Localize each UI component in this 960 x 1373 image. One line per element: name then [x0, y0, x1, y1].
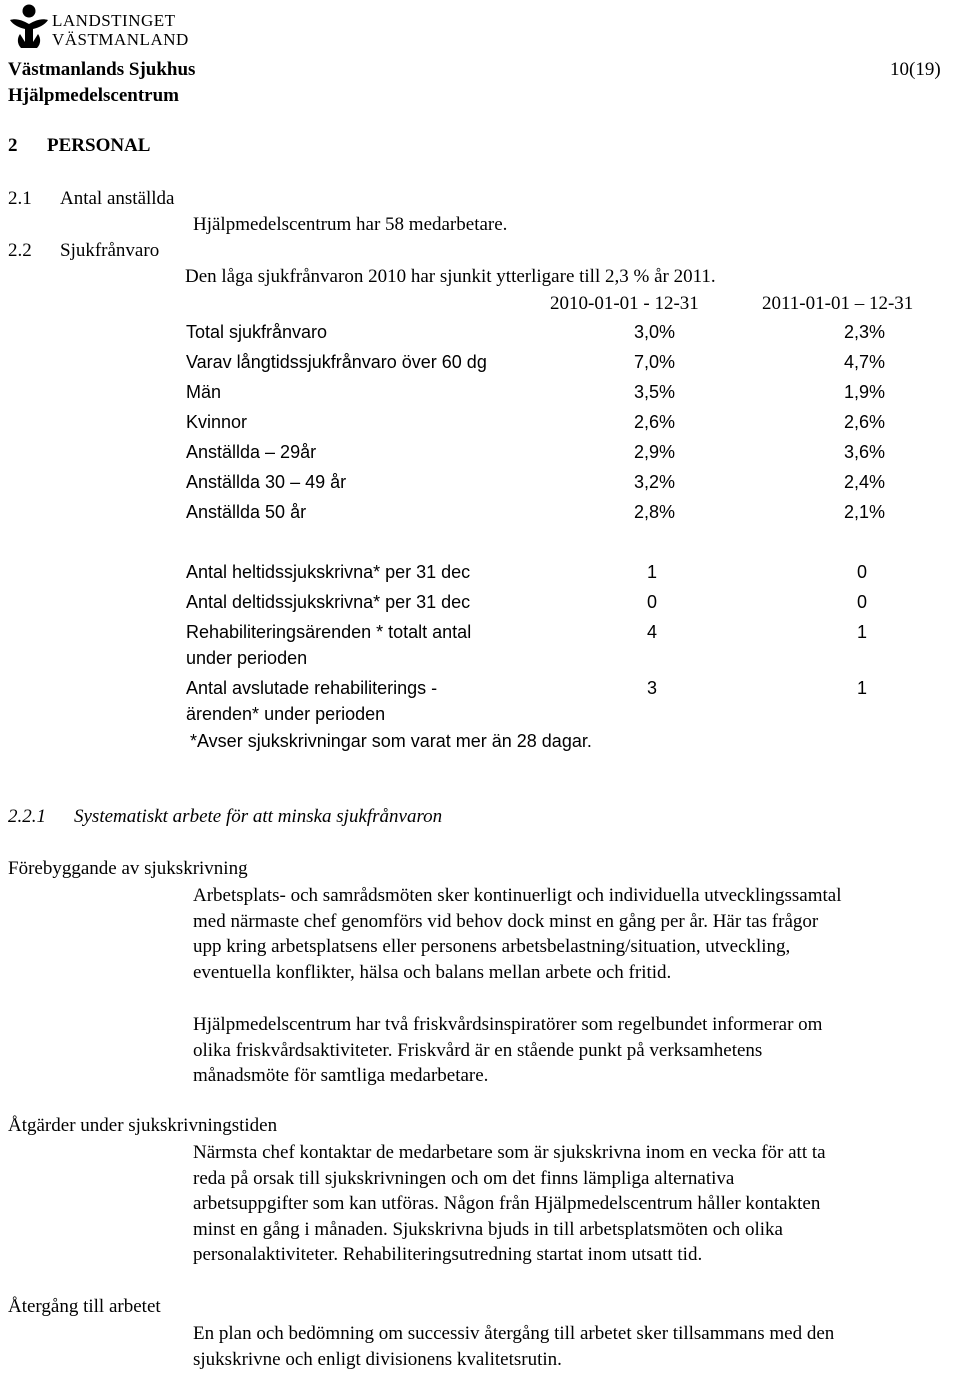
- unit-name: Hjälpmedelscentrum: [8, 85, 179, 106]
- table-cell-2010: 3,2%: [633, 472, 675, 492]
- table-cell-2010: 2,8%: [633, 502, 675, 522]
- count-cell-2011: 0: [857, 592, 868, 612]
- count-row-label-cont: under perioden: [186, 648, 308, 668]
- count-row-label-cont: ärenden* under perioden: [186, 704, 386, 724]
- sub3-title: Systematiskt arbete för att minska sjukfrånvaron: [74, 806, 443, 827]
- paragraph-line: personalaktiviteter. Rehabiliteringsutredning startat inom utsatt tid.: [193, 1244, 703, 1265]
- prevention-paragraph-1: [193, 883, 842, 985]
- section-title: PERSONAL: [47, 135, 151, 156]
- logo-line2: VÄSTMANLAND: [52, 30, 189, 49]
- measures-paragraph: [193, 1140, 826, 1268]
- table-cell-2011: 2,3%: [843, 322, 885, 342]
- table-row-label: Anställda – 29år: [186, 442, 317, 462]
- count-cell-2010: 4: [647, 622, 658, 642]
- table-cell-2010: 2,9%: [633, 442, 675, 462]
- paragraph-line: arbetsuppgifter som kan utföras. Någon från Hjälpmedelscentrum håller kontakten: [193, 1193, 821, 1214]
- paragraph-line: månadsmöte för samtliga medarbetare.: [193, 1065, 489, 1086]
- table-cell-2011: 2,1%: [843, 502, 885, 522]
- paragraph-line: olika friskvårdsaktiviteter. Friskvård är en stående punkt på verksamhetens: [193, 1039, 763, 1061]
- page-number: 10(19): [890, 59, 941, 80]
- table-row-label: Varav långtidssjukfrånvaro över 60 dg: [186, 352, 487, 372]
- count-cell-2011: 1: [857, 678, 868, 698]
- table-cell-2011: 2,6%: [843, 412, 885, 432]
- table-cell-2010: 3,0%: [633, 322, 675, 342]
- table-cell-2010: 3,5%: [633, 382, 675, 402]
- count-cell-2011: 0: [857, 562, 868, 582]
- count-row-label: Rehabiliteringsärenden * totalt antal: [186, 622, 472, 642]
- table-cell-2011: 3,6%: [843, 442, 885, 462]
- sub1-number: 2.1: [8, 188, 32, 209]
- table-cell-2011: 2,4%: [843, 472, 885, 492]
- paragraph-line: En plan och bedömning om successiv återgång till arbetet sker tillsammans med den: [193, 1323, 835, 1344]
- sub3-number: 2.2.1: [8, 806, 46, 827]
- table-cell-2010: 2,6%: [633, 412, 675, 432]
- count-row-label: Antal deltidssjukskrivna* per 31 dec: [186, 592, 471, 612]
- table-cell-2011: 1,9%: [843, 382, 885, 402]
- table-row-label: Män: [186, 382, 222, 402]
- count-footnote: *Avser sjukskrivningar som varat mer än 28 dagar.: [190, 731, 592, 751]
- table-header-2010: 2010-01-01 - 12-31: [550, 293, 699, 314]
- table-header-2011: 2011-01-01 – 12-31: [762, 293, 914, 314]
- return-heading: Återgång till arbetet: [8, 1296, 161, 1317]
- paragraph-line: reda på orsak till sjukskrivningen och om det finns lämpliga alternativa: [193, 1167, 735, 1189]
- logo-line1: LANDSTINGET: [52, 11, 176, 30]
- count-row-label: Antal avslutade rehabiliterings -: [186, 678, 438, 698]
- sub2-number: 2.2: [8, 240, 32, 261]
- table-cell-2010: 7,0%: [633, 352, 675, 372]
- paragraph-line: Närmsta chef kontaktar de medarbetare som är sjukskrivna inom en vecka för att ta: [193, 1142, 826, 1163]
- landstinget-logo: [8, 4, 189, 50]
- count-cell-2010: 1: [647, 562, 658, 582]
- paragraph-line: med närmaste chef genomförs vid behov dock minst en gång per år. Här tas frågor: [193, 910, 819, 932]
- prevention-paragraph-2: [193, 1012, 822, 1089]
- paragraph-line: minst en gång i månaden. Sjukskrivna bjuds in till arbetsplatsmöten och olika: [193, 1218, 783, 1240]
- section-number: 2: [8, 135, 18, 156]
- table-cell-2011: 4,7%: [843, 352, 885, 372]
- count-row-label: Antal heltidssjukskrivna* per 31 dec: [186, 562, 471, 582]
- sub2-title: Sjukfrånvaro: [60, 240, 160, 261]
- person-emblem-icon: [8, 4, 50, 50]
- count-cell-2011: 1: [857, 622, 868, 642]
- sub2-text: Den låga sjukfrånvaron 2010 har sjunkit ytterligare till 2,3 % år 2011.: [185, 266, 716, 287]
- paragraph-line: eventuella konflikter, hälsa och balans mellan arbete och fritid.: [193, 961, 672, 983]
- table-row-label: Anställda 50 år: [186, 502, 307, 522]
- paragraph-line: sjukskrivne och enligt divisionens kvalitetsrutin.: [193, 1348, 562, 1370]
- table-row-label: Kvinnor: [186, 412, 248, 432]
- sub1-title: Antal anställda: [60, 188, 175, 209]
- table-row-label: Anställda 30 – 49 år: [186, 472, 347, 492]
- count-cell-2010: 0: [647, 592, 658, 612]
- table-row-label: Total sjukfrånvaro: [186, 322, 328, 342]
- measures-heading: Åtgärder under sjukskrivningstiden: [8, 1115, 278, 1136]
- org-name: Västmanlands Sjukhus: [8, 59, 196, 80]
- count-cell-2010: 3: [647, 678, 658, 698]
- paragraph-line: Hjälpmedelscentrum har två friskvårdsinspiratörer som regelbundet informerar om: [193, 1014, 823, 1035]
- paragraph-line: upp kring arbetsplatsens eller personens arbetsbelastning/situation, utveckling,: [193, 936, 791, 957]
- prevention-heading: Förebyggande av sjukskrivning: [8, 858, 248, 879]
- return-paragraph: [193, 1321, 834, 1372]
- sub1-text: Hjälpmedelscentrum har 58 medarbetare.: [193, 214, 508, 235]
- paragraph-line: Arbetsplats- och samrådsmöten sker kontinuerligt och individuella utvecklingssamtal: [193, 885, 842, 906]
